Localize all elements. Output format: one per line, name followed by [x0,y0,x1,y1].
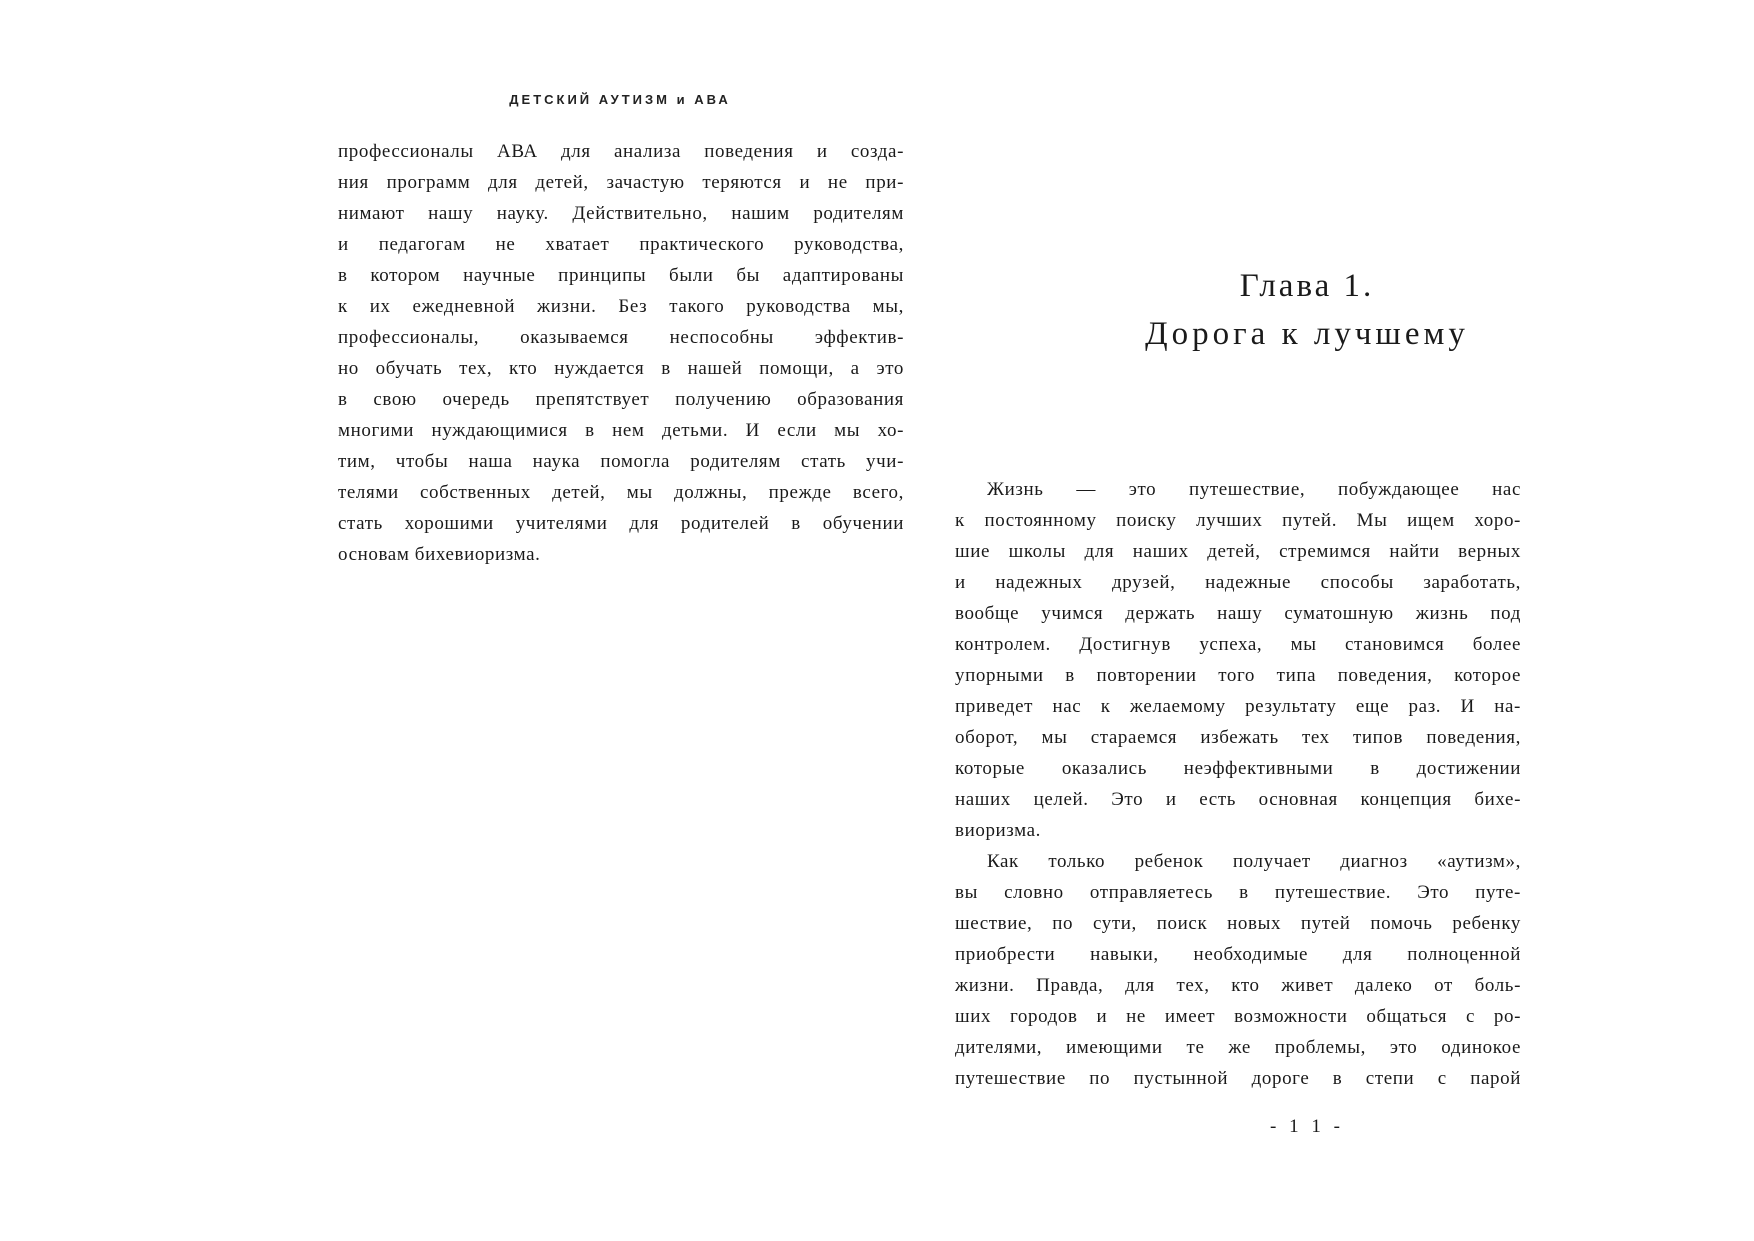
text-line: приведет нас к желаемому результату еще раз. И на- [955,696,1521,717]
text-line: Как только ребенок получает диагноз «аутизм», [987,851,1521,872]
text-line: нимают нашу науку. Действительно, нашим родителям [338,203,904,224]
text-line: которые оказались неэффективными в достижении [955,758,1521,779]
text-line: оборот, мы стараемся избежать тех типов поведения, [955,727,1521,748]
text-line: и педагогам не хватает практического руководства, [338,234,904,255]
text-line: основам бихевиоризма. [338,544,541,565]
text-line: стать хорошими учителями для родителей в обучении [338,513,904,534]
text-line: шествие, по сути, поиск новых путей помочь ребенку [955,913,1521,934]
chapter-number: Глава 1. [1239,268,1375,304]
text-line: вы словно отправляетесь в путешествие. Это путе- [955,882,1521,903]
text-line: жизни. Правда, для тех, кто живет далеко от боль- [955,975,1521,996]
chapter-title [1057,262,1557,358]
right-page-body-text [955,474,1521,1094]
text-line: к их ежедневной жизни. Без такого руководства мы, [338,296,904,317]
text-line: упорными в повторении того типа поведения, которое [955,665,1521,686]
text-line: вообще учимся держать нашу суматошную жизнь под [955,603,1521,624]
paragraph-1 [955,474,1521,846]
text-line: виоризма. [955,820,1042,841]
text-line: и надежных друзей, надежные способы заработать, [955,572,1521,593]
text-line: к постоянному поиску лучших путей. Мы ищем хоро- [955,510,1521,531]
left-page-body-text [338,136,904,570]
chapter-name: Дорога к лучшему [1145,316,1469,352]
text-line: шие школы для наших детей, стремимся найти верных [955,541,1521,562]
paragraph-2 [955,846,1521,1094]
text-line: Жизнь — это путешествие, побуждающее нас [987,479,1521,500]
text-line: в котором научные принципы были бы адаптированы [338,265,904,286]
running-head: ДЕТСКИЙ АУТИЗМ и АВА [509,92,731,107]
text-line: многими нуждающимися в нем детьми. И если мы хо- [338,420,904,441]
text-line: профессионалы АВА для анализа поведения и созда- [338,141,904,162]
text-line: но обучать тех, кто нуждается в нашей помощи, а это [338,358,904,379]
text-line: контролем. Достигнув успеха, мы становимся более [955,634,1521,655]
text-line: ших городов и не имеет возможности общаться с ро- [955,1006,1521,1027]
text-line: телями собственных детей, мы должны, прежде всего, [338,482,904,503]
text-line: ния программ для детей, зачастую теряются и не при- [338,172,904,193]
text-line: в свою очередь препятствует получению образования [338,389,904,410]
text-line: наших целей. Это и есть основная концепция бихе- [955,789,1521,810]
text-line: дителями, имеющими те же проблемы, это одинокое [955,1037,1521,1058]
text-line: приобрести навыки, необходимые для полноценной [955,944,1521,965]
text-line: профессионалы, оказываемся неспособны эффектив- [338,327,904,348]
right-page [877,0,1754,1241]
page-number: - 1 1 - [1270,1116,1344,1137]
text-line: путешествие по пустынной дороге в степи с парой [955,1068,1521,1089]
text-line: тим, чтобы наша наука помогла родителям стать учи- [338,451,904,472]
